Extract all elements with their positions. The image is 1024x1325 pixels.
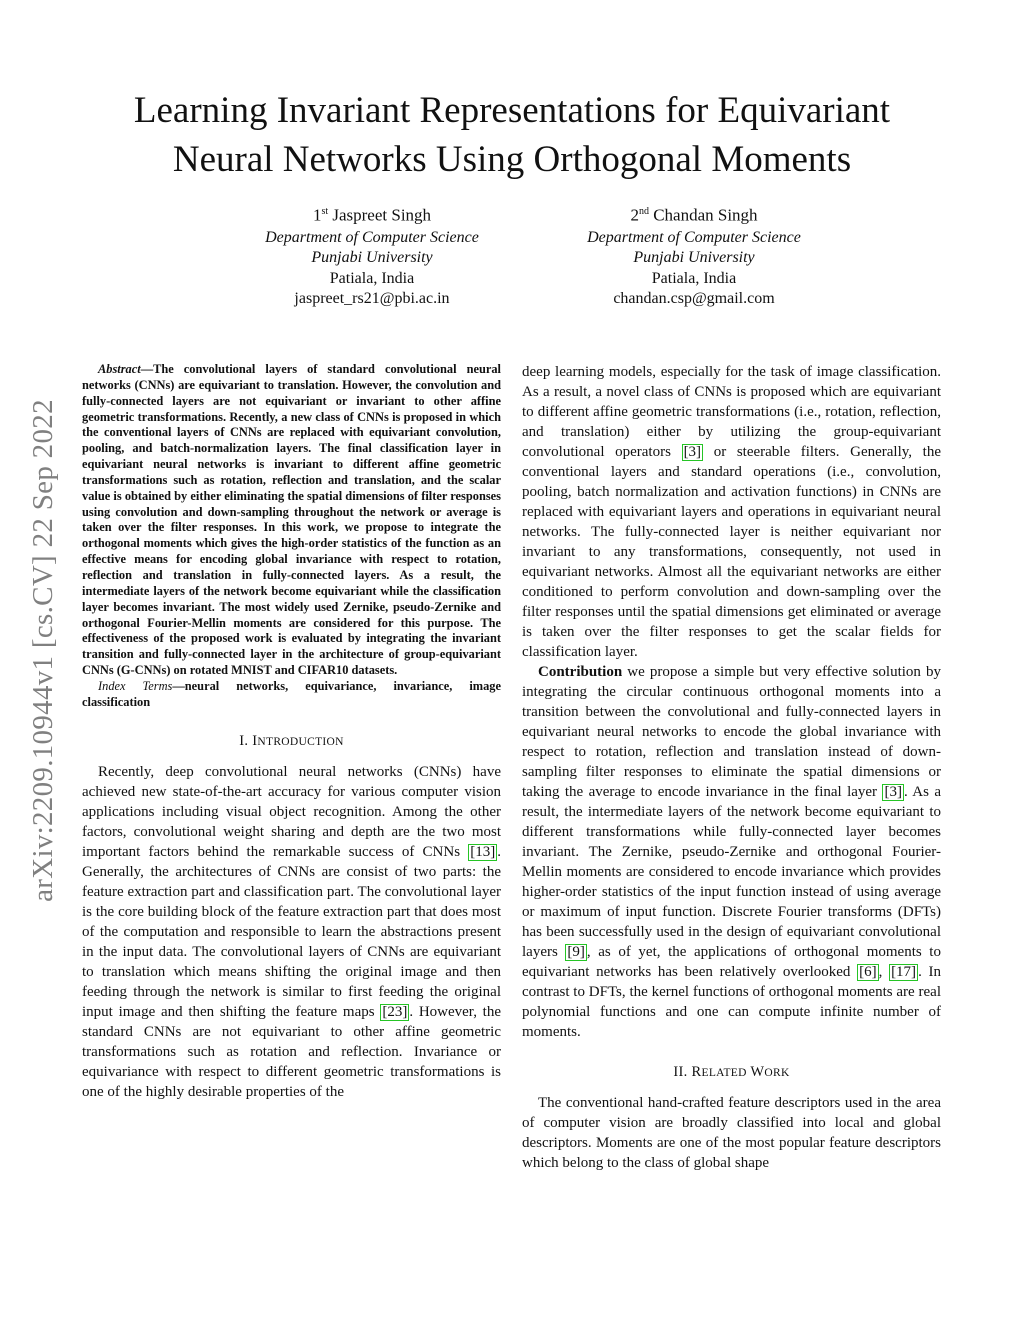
arxiv-identifier-text: arXiv:2209.10944v1 [cs.CV] 22 Sep 2022	[26, 398, 59, 902]
author-email: chandan.csp@gmail.com	[613, 290, 775, 308]
abstract-text: The convolutional layers of standard convolutional neural networks (CNNs) are equivariant to translation. However, the convolution and fully-connected layers are not equivariant or invariant to other affine geometric transformations. Recently, a new class of CNNs is proposed in which the conventional layers of CNNs are replaced with equivariant convolution, pooling, and batch-normalization layers. The final classification layer in equivariant neural networks is invariant to different affine geometric transformations such as rotation, reflection and translation, and the scalar value is obtained by either eliminating the spatial dimensions of filter responses using convolution and down-sampling throughout the network or average is taken over the filter responses. In this work, we propose to integrate the orthogonal moments which gives the high-order statistics of the function as an effective means for encoding global invariance with respect to rotation, reflection and translation in fully-connected layers. As a result, the intermediate layers of the network become equivariant while the classification layer becomes invariant. The most widely used Zernike, pseudo-Zernike and orthogonal Fourier-Mellin moments are considered for this purpose. The effectiveness of the proposed work is evaluated by integrating the invariant transition and fully-connected layer in the architecture of group-equivariant CNNs (G-CNNs) on rotated MNIST and CIFAR10 datasets.	[82, 362, 501, 678]
author-name: 2nd Chandan Singh	[630, 205, 758, 225]
citation-link[interactable]: [3]	[683, 444, 702, 460]
citation-link[interactable]: [3]	[884, 784, 902, 800]
section-heading-introduction: I. INTRODUCTION	[239, 732, 344, 749]
contribution-paragraph: Contribution we propose a simple but very effective solution by integrating the circular continuous orthogonal moments into a transition between the convolutional and fully-connected layers in equivariant neural networks to encode the global invariance with respect to rotation, reflection and translation instead of down-sampling filter responses to eliminate the spatial dimensions or taking the average to encode invariance in the final layer [3] . As a result, the intermediate layers of the network become equivariant to different transformations while fully-connected layer becomes invariant. The Zernike, pseudo-Zernike and orthogonal Fourier-Mellin moments are considered to encode invariance which provides higher-order statistics of the input function instead of using average or maximum of input function. Discrete Fourier transforms (DFTs) has been successfully used in the design of equivariant convolutional layers [9] , as of yet, the applications of orthogonal moments to equivariant networks has been relatively overlooked [6] , [17] . In contrast to DFTs, the kernel functions of orthogonal moments are real polynomial functions and one can compute infinite number of moments.	[522, 664, 942, 1040]
author-block-2	[544, 200, 844, 310]
arxiv-identifier	[18, 350, 68, 950]
abstract: Abstract—The convolutional layers of standard convolutional neural networks (CNNs) are equivariant to translation. However, the convolution and fully-connected layers are not equivariant or invariant to other affine geometric transformations. Recently, a new class of CNNs is proposed in which the conventional layers of CNNs are replaced with equivariant convolution, pooling, and batch-normalization layers. The final classification layer in equivariant neural networks is invariant to different affine geometric transformations such as rotation, reflection and translation, and the scalar value is obtained by either eliminating the spatial dimensions of filter responses using convolution and down-sampling throughout the network or average is taken over the filter responses. In this work, we propose to integrate the orthogonal moments which gives the high-order statistics of the function as an effective means for encoding global invariance with respect to rotation, reflection and translation in fully-connected layers. As a result, the intermediate layers of the network become equivariant while the classification layer becomes invariant. The most widely used Zernike, pseudo-Zernike and orthogonal Fourier-Mellin moments are considered for this purpose. The effectiveness of the proposed work is evaluated by integrating the invariant transition and fully-connected layer in the architecture of group-equivariant CNNs (G-CNNs) on rotated MNIST and CIFAR10 datasets.	[82, 362, 501, 678]
paper-title	[60, 86, 964, 184]
paragraph-continued: deep learning models, especially for the task of image classification. As a result, a novel class of CNNs is proposed which are equivariant to different affine geometric transformations (i.e., rotation, reflection, and translation) either by utilizing the group-equivariant convolutional operators [3] or steerable filters. Generally, the conventional layers and standard operations (i.e., convolution, pooling, batch normalization and activation functions) in CNNs are replaced with equivariant layers and operations in equivariant neural networks. The fully-connected layer is neither equivariant nor invariant to any transformations, consequently, not used in equivariant networks. Almost all the equivariant networks are either conditioned to perform convolution and down-sampling over the filter responses until the spatial dimensions get eliminated or average is taken over the filter responses to get the scalar fields for classification layer.	[522, 364, 941, 660]
index-terms: Index Terms—neural networks, equivariance, invariance, image classification	[82, 678, 501, 709]
section-heading-related-work: II. RELATED WORK	[673, 1064, 790, 1080]
author-email: jaspreet_rs21@pbi.ac.in	[294, 290, 450, 308]
citation-link[interactable]: [13]	[470, 843, 496, 860]
related-work-paragraph: The conventional hand-crafted feature descriptors used in the area of computer vision are broadly classified into local and global descriptors. Moments are one of the most popular feature descriptors which belong to the class of global shape	[522, 1095, 941, 1171]
citation-link[interactable]: [17]	[891, 964, 917, 980]
left-column	[82, 362, 501, 1102]
citation-link[interactable]: [23]	[382, 1003, 408, 1020]
author-name: 1st Jaspreet Singh	[312, 205, 432, 225]
author-university: Punjabi University	[311, 249, 433, 267]
author-location: Patiala, India	[329, 269, 415, 287]
citation-link[interactable]: [6]	[859, 964, 877, 980]
right-column	[522, 362, 941, 1173]
title-line-2: Neural Networks Using Orthogonal Moments	[172, 139, 852, 180]
citation-link[interactable]: [9]	[567, 944, 585, 960]
title-line-1: Learning Invariant Representations for Equivariant	[133, 90, 891, 131]
author-university: Punjabi University	[633, 249, 755, 267]
author-department: Department of Computer Science	[265, 228, 479, 246]
author-department: Department of Computer Science	[587, 228, 801, 246]
author-location: Patiala, India	[651, 269, 737, 287]
author-block-1	[222, 200, 522, 310]
intro-paragraph: Recently, deep convolutional neural networks (CNNs) have achieved new state-of-the-art accuracy for various computer vision applications including visual object recognition. Among the other factors, convolutional weight sharing and depth are the two most important factors behind the remarkable success of CNNs [13] . Generally, the architectures of CNNs are consist of two parts: the feature extraction part and classification part. The convolutional layer is the core building block of the feature extraction part that does most of the computation and responsible to learn the abstractions present in the input data. The convolutional layers of CNNs are equivariant to translation which means shifting the original image and then feeding through the network is similar to first feeding the original input image and then shifting the feature maps [23] . However, the standard CNNs are not equivariant to other affine geometric transformations such as rotation and reflection. Invariance or equivariance with respect to different geometric transformations is one of the highly desirable properties of the	[82, 763, 502, 1100]
contribution-label: Contribution	[538, 664, 623, 680]
index-terms-text: —neural networks, equivariance, invariance, image classification	[82, 678, 501, 709]
